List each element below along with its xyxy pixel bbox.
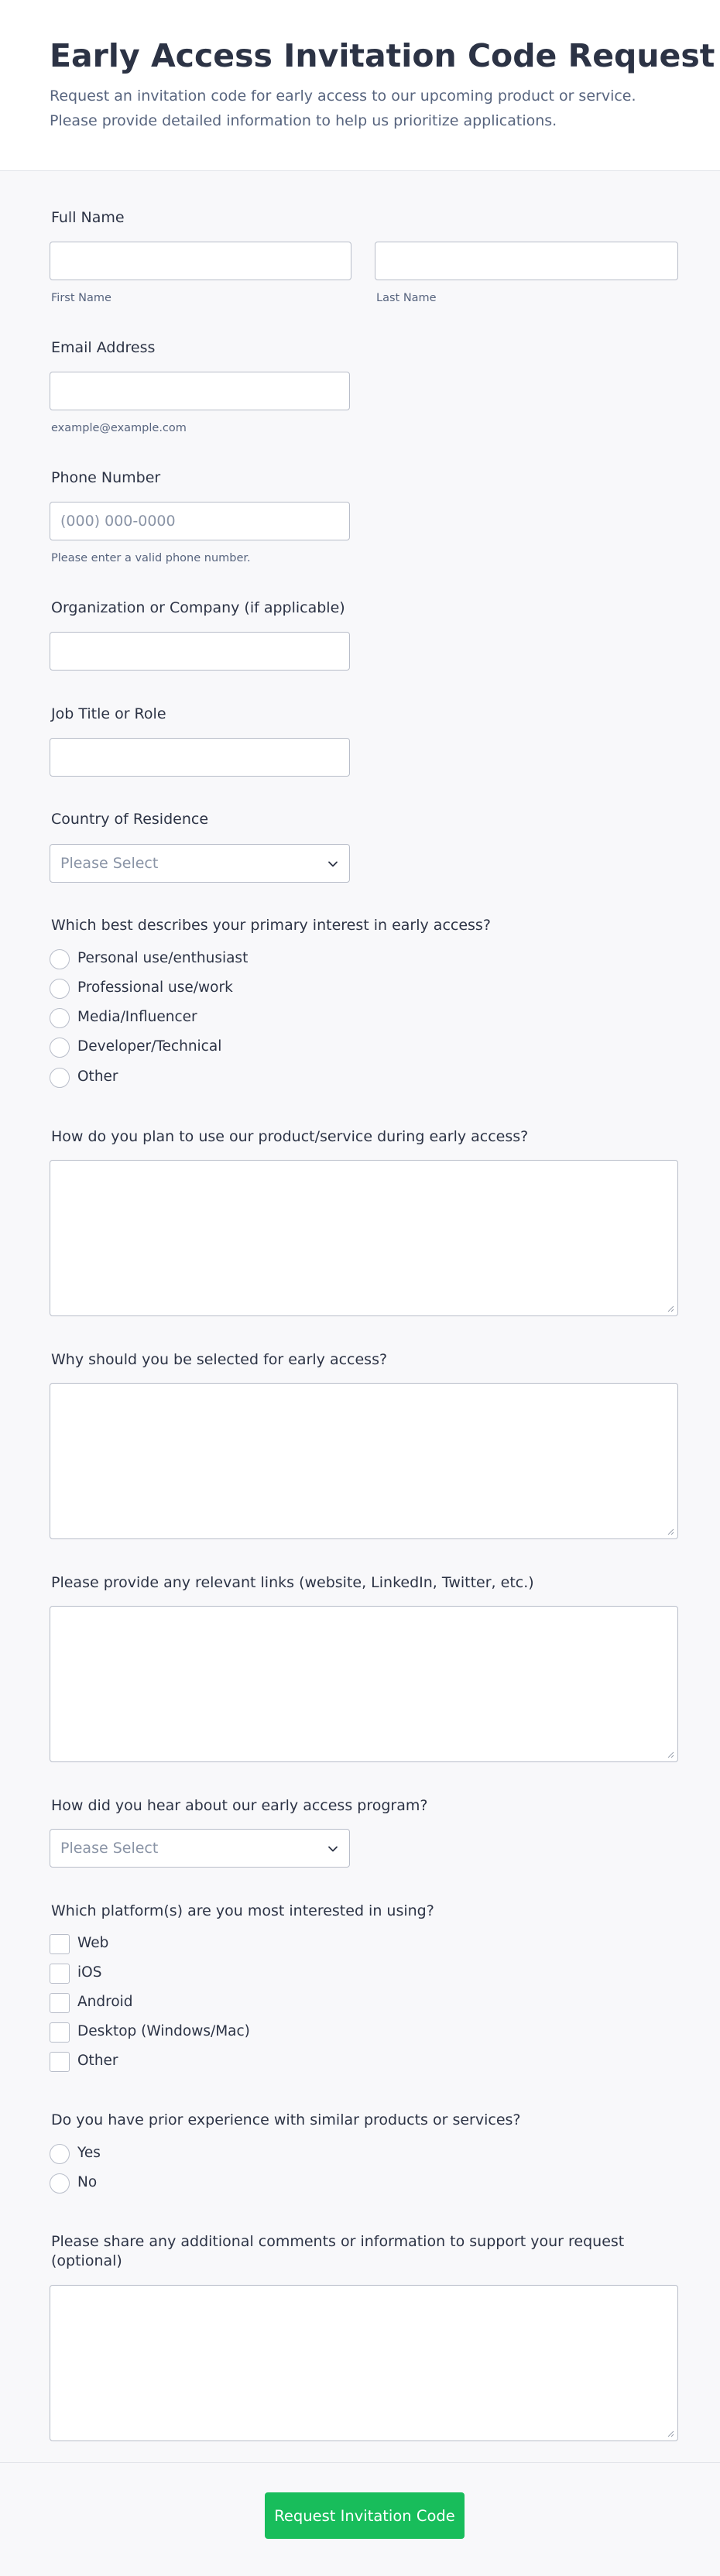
resize-handle-icon[interactable] [667,1528,674,1535]
option-label: Desktop (Windows/Mac) [77,2023,250,2039]
option-label: Yes [77,2145,101,2161]
email-sublabel: example@example.com [51,422,187,434]
radio-button[interactable] [50,2144,70,2164]
chevron-down-icon [327,1844,338,1854]
organization-input[interactable] [50,632,350,671]
first-name-input[interactable] [50,242,351,280]
links-label: Please provide any relevant links (website, LinkedIn, Twitter, etc.) [51,1574,534,1591]
page-description: Request an invitation code for early access to our upcoming product or service. Please provide detailed information to help us prioritize applications. [50,87,636,129]
option-label: Media/Influencer [77,1009,197,1025]
radio-button[interactable] [50,2173,70,2194]
option-label: Other [77,2053,118,2069]
radio-button[interactable] [50,1038,70,1058]
radio-button[interactable] [50,949,70,969]
radio-button[interactable] [50,979,70,999]
option-label: Web [77,1935,109,1951]
option-label: Android [77,1994,133,2010]
email-label: Email Address [51,339,156,356]
resize-handle-icon[interactable] [667,1751,674,1758]
checkbox[interactable] [50,1993,70,2013]
hear-about-label: How did you hear about our early access program? [51,1797,428,1814]
prior-experience-label: Do you have prior experience with similar products or services? [51,2111,521,2128]
checkbox[interactable] [50,1964,70,1984]
first-name-sublabel: First Name [51,292,111,304]
phone-sublabel: Please enter a valid phone number. [51,552,251,564]
hear-about-select[interactable] [50,1829,350,1868]
full-name-label: Full Name [51,209,125,226]
option-label: Developer/Technical [77,1038,222,1055]
form-footer [0,2462,720,2576]
platforms-label: Which platform(s) are you most interested in using? [51,1902,434,1919]
primary-interest-label: Which best describes your primary interest in early access? [51,917,491,934]
option-label: No [77,2174,98,2190]
plan-use-textarea[interactable] [50,1160,678,1316]
option-label: iOS [77,1964,102,1981]
why-selected-textarea[interactable] [50,1383,678,1539]
checkbox[interactable] [50,2022,70,2043]
resize-handle-icon[interactable] [667,2430,674,2437]
country-label: Country of Residence [51,811,209,828]
radio-button[interactable] [50,1068,70,1088]
comments-label-line2: (optional) [51,2252,122,2269]
email-input[interactable] [50,372,350,410]
checkbox[interactable] [50,1934,70,1954]
chevron-down-icon [327,859,338,870]
phone-label: Phone Number [51,469,161,486]
request-invitation-code-button[interactable]: Request Invitation Code [265,2492,465,2539]
country-select[interactable] [50,844,350,883]
comments-label-line1: Please share any additional comments or information to support your request [51,2233,625,2250]
option-label: Other [77,1068,118,1085]
checkbox[interactable] [50,2052,70,2072]
page-title: Early Access Invitation Code Request [50,37,715,74]
option-label: Professional use/work [77,979,233,996]
job-title-input[interactable] [50,738,350,777]
last-name-sublabel: Last Name [376,292,437,304]
organization-label: Organization or Company (if applicable) [51,599,345,616]
resize-handle-icon[interactable] [667,1305,674,1312]
country-select-value: Please Select [60,855,159,872]
form-header [0,0,720,171]
comments-textarea[interactable] [50,2285,678,2441]
option-label: Personal use/enthusiast [77,950,249,966]
links-textarea[interactable] [50,1606,678,1762]
hear-about-select-value: Please Select [60,1840,159,1857]
last-name-input[interactable] [375,242,678,280]
plan-use-label: How do you plan to use our product/service during early access? [51,1128,529,1145]
radio-button[interactable] [50,1008,70,1028]
phone-input[interactable] [50,502,350,540]
why-selected-label: Why should you be selected for early access? [51,1351,388,1368]
job-title-label: Job Title or Role [51,705,166,722]
